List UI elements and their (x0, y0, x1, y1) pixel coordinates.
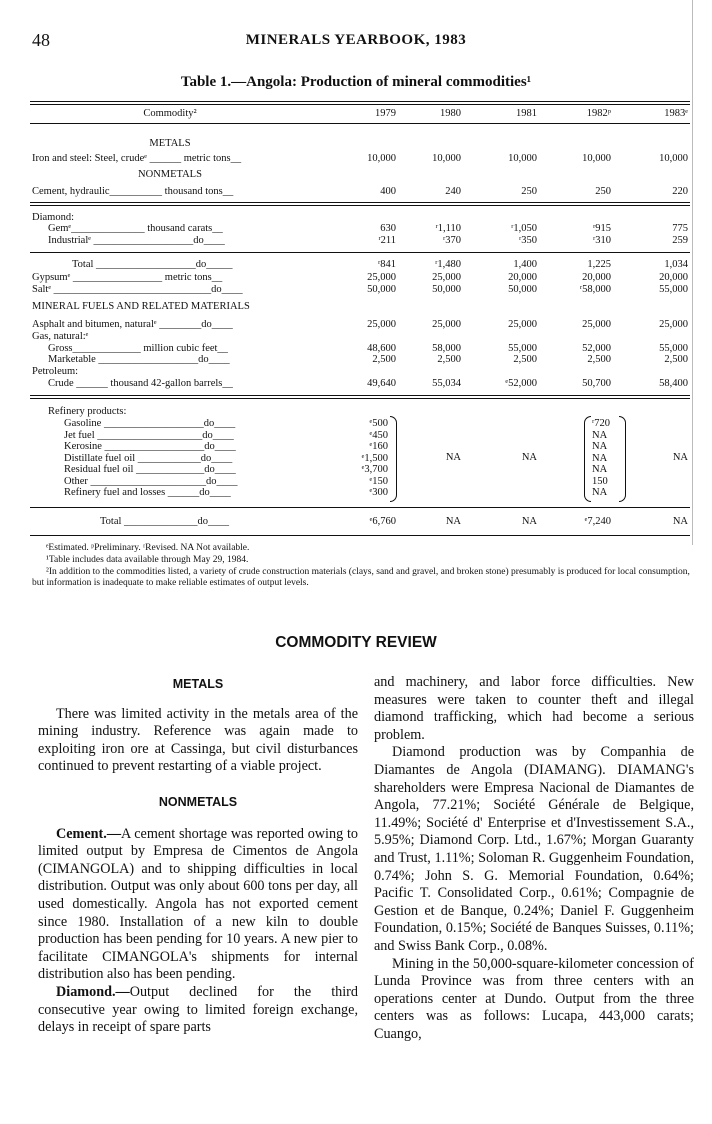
cell: 25,000 (367, 272, 396, 283)
cell: ʳ58,000 (579, 284, 611, 295)
refinery-cell-1979: ᵉ1,500 (361, 452, 388, 464)
cell: 259 (672, 235, 688, 246)
cell: 50,000 (432, 284, 461, 295)
header-year-1983: 1983ᵉ (664, 108, 688, 119)
refinery-row-label: Residual fuel oil _____________do____ (64, 464, 236, 475)
left-brace-1982 (584, 416, 591, 502)
row-gem-label: Gemᵉ______________ thousand carats__ (48, 223, 223, 234)
diamond-text: Output declined for the third consecutive year owing to limited foreign exchange, delays in receipt of spare parts (38, 983, 358, 1036)
cell: 48,600 (367, 343, 396, 354)
cell: 2,500 (513, 354, 537, 365)
refinery-row-label: Other ______________________do____ (64, 475, 238, 487)
section-rule (30, 202, 690, 206)
cell: 2,500 (437, 354, 461, 365)
footnote-1: ¹Table includes data available through May 29, 1984. (46, 555, 249, 565)
metals-paragraph: There was limited activity in the metals area of the mining industry. Reference was again made to exploiting iron ore at Cassinga, but civil disturbances continued to prevent restarting of a viable project. (38, 705, 358, 775)
refinery-cell-1979: ᵉ450 (369, 429, 388, 441)
cement-runin: Cement.— (56, 825, 122, 842)
row-diamond-total-label: Total ___________________do_____ (72, 259, 233, 270)
cell: ʳ841 (377, 259, 396, 270)
cell: 10,000 (659, 153, 688, 164)
cell: 250 (521, 186, 537, 197)
subtotal-rule (30, 507, 690, 508)
cell: 240 (445, 186, 461, 197)
cell: 25,000 (432, 319, 461, 330)
header-commodity: Commodity² (143, 108, 197, 119)
cell: 10,000 (432, 153, 461, 164)
cell: 25,000 (432, 272, 461, 283)
footnote-legend: ᵉEstimated. ᵖPreliminary. ʳRevised. NA Not available. (46, 543, 250, 553)
section-rule (30, 395, 690, 399)
group-petroleum: Petroleum: (32, 366, 79, 377)
row-cement-label: Cement, hydraulic__________ thousand tons__ (32, 186, 234, 197)
row-industrial-label: Industrialᵉ ___________________do____ (48, 235, 225, 246)
cell: 50,000 (367, 284, 396, 295)
right-column (374, 674, 694, 1043)
cell: 58,400 (659, 378, 688, 389)
cell: ᵉ6,760 (369, 516, 396, 527)
cell: 20,000 (582, 272, 611, 283)
table-top-rule (30, 101, 690, 105)
row-asphalt-label: Asphalt and bitumen, naturalᵉ ________do____ (32, 319, 233, 330)
cell: ʳ350 (518, 235, 537, 246)
cell: ʳ1,050 (511, 223, 537, 234)
cell: 20,000 (508, 272, 537, 283)
nonmetals-heading: NONMETALS (158, 794, 238, 809)
cement-paragraph (38, 826, 358, 984)
cell: 775 (672, 223, 688, 234)
refinery-cell-1979: ᵉ300 (369, 487, 388, 498)
subtotal-rule (30, 252, 690, 253)
cell: 55,000 (508, 343, 537, 354)
row-gross-label: Gross_____________ million cubic feet__ (48, 343, 228, 354)
cell: ʳ310 (592, 235, 611, 246)
refinery-cell-1982: 150 (592, 475, 608, 487)
cell-refinery-na-1980: NA (445, 452, 461, 463)
review-heading: COMMODITY REVIEW (275, 634, 437, 651)
table-title: Table 1.—Angola: Production of mineral commodities¹ (180, 74, 532, 90)
group-diamond: Diamond: (32, 212, 74, 223)
section-nonmetals: NONMETALS (138, 169, 202, 180)
refinery-cell-1979: ᵉ500 (369, 418, 388, 429)
cell: ʳ1,110 (435, 223, 461, 234)
row-marketable-label: Marketable ___________________do____ (48, 354, 230, 365)
cell: NA (672, 516, 688, 527)
section-metals: METALS (149, 138, 191, 149)
cell: 400 (380, 186, 396, 197)
refinery-cell-1979: ᵉ150 (369, 475, 388, 487)
cell: 55,000 (659, 284, 688, 295)
cell: ᵉ7,240 (584, 516, 611, 527)
cell: 10,000 (582, 153, 611, 164)
refinery-row-label: Gasoline ___________________do____ (64, 418, 236, 429)
running-head: MINERALS YEARBOOK, 1983 (245, 32, 467, 48)
scan-edge-line (692, 0, 693, 545)
refinery-row-label: Jet fuel ____________________do____ (64, 429, 234, 441)
header-year-1980: 1980 (440, 108, 461, 119)
cell: 630 (380, 223, 396, 234)
cell: 10,000 (367, 153, 396, 164)
row-iron-label: Iron and steel: Steel, crudeᵉ ______ metric tons__ (32, 153, 242, 164)
right-paragraph-1: and machinery, and labor force difficulties. New measures were taken to counter theft and illegal diamond trafficking, which had become a serious problem. (374, 674, 694, 743)
cement-text: A cement shortage was reported owing to limited output by Empresa de Cimentos de Angola (CIMANGOLA) and to shipping difficulties in local distribution. Output was only about 600 tons per day, all used domestically. Angola has not exported cement since 1980. Installation of a new kiln to double production has been pending for 10 years. A new pier to facilitate CIMANGOLA's shipments for internal distribution also has been pending. (38, 825, 358, 983)
cell: 52,000 (582, 343, 611, 354)
cell: 20,000 (659, 272, 688, 283)
refinery-row-label: Distillate fuel oil ____________do____ (64, 452, 233, 464)
cell: 2,500 (587, 354, 611, 365)
cell: 2,500 (664, 354, 688, 365)
cell: 1,400 (513, 259, 537, 270)
cell: NA (521, 516, 537, 527)
right-paragraph-3: Mining in the 50,000-square-kilometer concession of Lunda Province was from three centers with an operations center at Dundo. Output from the three centers was as follows: Lucapa, 443,000 carats; Cuango, (374, 955, 694, 1042)
left-column (38, 674, 358, 1037)
cell: 50,700 (582, 378, 611, 389)
refinery-cell-1982: NA (592, 464, 608, 475)
refinery-cell-1979: ᵉ3,700 (361, 464, 388, 475)
group-refinery: Refinery products: (48, 406, 127, 417)
section-mineral-fuels: MINERAL FUELS AND RELATED MATERIALS (32, 301, 250, 312)
cell-refinery-na-1983: NA (672, 452, 688, 463)
cell: NA (445, 516, 461, 527)
cell: 2,500 (372, 354, 396, 365)
refinery-row-label: Refinery fuel and losses ______do____ (64, 487, 231, 498)
cell: 25,000 (508, 319, 537, 330)
cell: 10,000 (508, 153, 537, 164)
refinery-cell-1982: NA (592, 441, 608, 452)
header-year-1981: 1981 (516, 108, 537, 119)
metals-heading: METALS (172, 677, 224, 691)
refinery-cell-1982: ʳ720 (592, 418, 611, 429)
cell: 1,225 (587, 259, 611, 270)
cell: 50,000 (508, 284, 537, 295)
row-gypsum-label: Gypsumᵉ _________________ metric tons__ (32, 272, 223, 283)
cell: 25,000 (367, 319, 396, 330)
header-year-1982: 1982ᵖ (586, 108, 611, 119)
right-brace-1979 (390, 416, 397, 502)
refinery-cell-1982: NA (592, 452, 608, 464)
cell: 250 (595, 186, 611, 197)
header-rule (30, 123, 690, 124)
page-number: 48 (32, 30, 50, 50)
cell: ʳ211 (378, 235, 396, 246)
refinery-row-label: Kerosine ___________________do____ (64, 441, 236, 452)
footnote-2: ²In addition to the commodities listed, a variety of crude construction materials (clays, sand and gravel, and broken stone) presumably is produced for local consumption, but information is inadequate to make reliable estimates of output levels. (32, 567, 690, 588)
refinery-cell-1979: ᵉ160 (369, 441, 388, 452)
diamond-runin: Diamond.— (56, 983, 130, 1000)
cell: ʳ1,480 (435, 259, 461, 270)
cell: 1,034 (664, 259, 688, 270)
cell-refinery-na-1981: NA (521, 452, 537, 463)
row-salt-label: Saltᵉ ______________________________do____ (32, 284, 243, 295)
cell: 220 (672, 186, 688, 197)
refinery-cell-1982: NA (592, 429, 608, 441)
row-refinery-total-label: Total ______________do____ (100, 516, 230, 527)
cell: 25,000 (582, 319, 611, 330)
table-bottom-rule (30, 535, 690, 536)
diamond-paragraph (38, 984, 358, 1037)
header-year-1979: 1979 (375, 108, 396, 119)
cell: 55,000 (659, 343, 688, 354)
right-paragraph-2: Diamond production was by Companhia de Diamantes de Angola (DIAMANG). DIAMANG's shareholders were Empresa Nacional de Diamantes de Angola, 77.21%; Société Générale de Belgique, 11.49%; Société d' Enterprise et d'Investissement S.A., 5.95%; Diamond Corp. Ltd., 1.67%; Morgan Guaranty and Trust, 1.11%; Soloman R. Guggenheim Foundation, 0.74%; John S. G. Memorial Foundation, 0.64%; Pacific T. Consolidated Corp., 0.61%; Compagnie de Gestion et de Banque, 0.24%; Daniel F. Guggenheim Foundation, 0.15%; Société de Banques Suisses, 0.11%; and Swiss Bank Corp., 0.08%. (374, 744, 694, 954)
group-gas: Gas, natural:ᵉ (32, 331, 89, 342)
cell: 49,640 (367, 378, 396, 389)
cell: 58,000 (432, 343, 461, 354)
refinery-cell-1982: NA (592, 487, 608, 498)
cell: 25,000 (659, 319, 688, 330)
cell: ʳ915 (592, 223, 611, 234)
cell: 55,034 (432, 378, 461, 389)
cell: ᵉ52,000 (505, 378, 537, 389)
cell: ʳ370 (442, 235, 461, 246)
row-crude-label: Crude ______ thousand 42-gallon barrels__ (48, 378, 233, 389)
